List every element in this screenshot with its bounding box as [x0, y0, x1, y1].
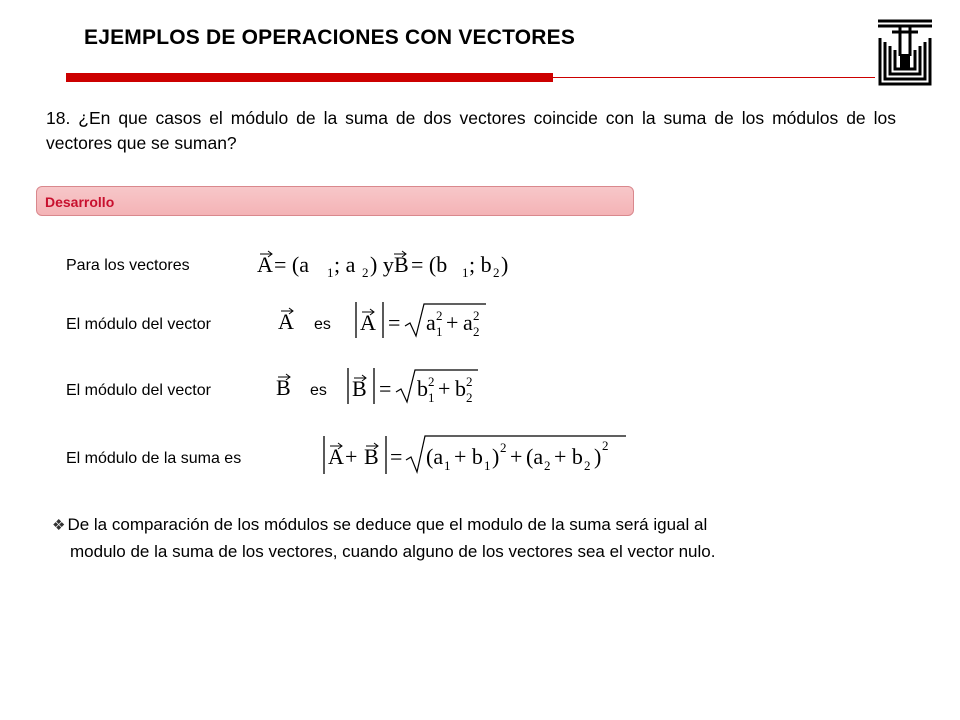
question-text: 18. ¿En que casos el módulo de la suma de dos vectores coincide con la suma de los módulos de los vectores que se suman?: [46, 108, 896, 153]
for-vectors-label: Para los vectores: [66, 257, 190, 274]
sq-b2: 2: [466, 374, 473, 389]
equals-sign: =: [390, 444, 403, 469]
modulus-a-label: El módulo del vector: [66, 316, 211, 333]
vector-a-symbol: A: [278, 309, 294, 334]
vector-a-symbol: A: [360, 310, 376, 335]
equals-sign: =: [388, 310, 401, 335]
sub-b1: 1: [484, 458, 491, 473]
def-a-close-y: ) y: [370, 252, 394, 277]
sub-a2: 2: [544, 458, 551, 473]
conclusion-line-2: modulo de la suma de los vectores, cuando alguno de los vectores sea el vector nulo.: [70, 542, 716, 561]
sub-a1: 1: [327, 265, 334, 280]
paren-a2: (a: [526, 444, 544, 469]
b-term: b: [455, 376, 466, 401]
a-term: a: [426, 310, 436, 335]
conclusion-line-1: De la comparación de los módulos se deduce que el modulo de la suma será igual al: [67, 515, 708, 534]
def-a-semicolon: ; a: [334, 252, 356, 277]
plus-sign: +: [446, 310, 459, 335]
vector-b-symbol: B: [352, 376, 367, 401]
sq-a1: 2: [436, 308, 443, 323]
close-paren-2: ): [594, 444, 602, 469]
vector-a-inline: [274, 301, 304, 339]
page-title: EJEMPLOS DE OPERACIONES CON VECTORES: [84, 26, 576, 49]
paren-a1: (a: [426, 444, 444, 469]
sub-b2: 2: [584, 458, 591, 473]
a-term: a: [463, 310, 473, 335]
def-b-open: = (b: [411, 252, 448, 277]
sub-a2: 2: [473, 324, 480, 339]
def-b-semicolon: ; b: [469, 252, 492, 277]
vector-b-symbol: B: [364, 444, 379, 469]
plus-b1: + b: [454, 444, 483, 469]
vector-a-symbol: A: [328, 444, 344, 469]
vector-b-symbol: B: [276, 375, 291, 400]
modulus-b-label: El módulo del vector: [66, 382, 211, 399]
modulus-a-formula: [350, 296, 500, 344]
institution-logo-icon: [870, 16, 940, 94]
sub-b1: 1: [462, 265, 469, 280]
modulus-b-formula: [342, 362, 492, 410]
sq-1: 2: [500, 440, 507, 455]
sq-b1: 2: [428, 374, 435, 389]
conclusion-paragraph: [52, 512, 892, 565]
b-term: b: [417, 376, 428, 401]
section-label: Desarrollo: [45, 194, 115, 210]
modulus-sum-formula: [318, 428, 638, 480]
es-label-a: es: [314, 316, 331, 333]
es-label-b: es: [310, 382, 327, 399]
equals-sign: =: [379, 376, 392, 401]
sub-a2: 2: [362, 265, 369, 280]
sub-a1: 1: [444, 458, 451, 473]
plus-sign: +: [345, 444, 358, 469]
sq-2: 2: [602, 438, 609, 453]
title-underline-thin: [553, 77, 875, 78]
close-paren-1: ): [492, 444, 500, 469]
sub-a1: 1: [436, 324, 443, 339]
sq-a2: 2: [473, 308, 480, 323]
section-header: [36, 186, 634, 216]
diamond-bullet-icon: ❖: [52, 517, 66, 534]
plus-b2: + b: [554, 444, 583, 469]
plus-sign: +: [510, 444, 523, 469]
vector-a-symbol: A: [257, 252, 273, 277]
def-b-close: ): [501, 252, 509, 277]
def-a-open: = (a: [274, 252, 309, 277]
modulus-sum-label: El módulo de la suma es: [66, 450, 242, 467]
plus-sign: +: [438, 376, 451, 401]
vector-b-inline: [272, 367, 302, 405]
title-underline-bar: [66, 73, 553, 82]
sub-b2: 2: [466, 390, 473, 405]
vector-b-symbol: B: [394, 252, 409, 277]
sub-b2: 2: [493, 265, 500, 280]
sub-b1: 1: [428, 390, 435, 405]
vector-definition-formula: [254, 244, 509, 282]
